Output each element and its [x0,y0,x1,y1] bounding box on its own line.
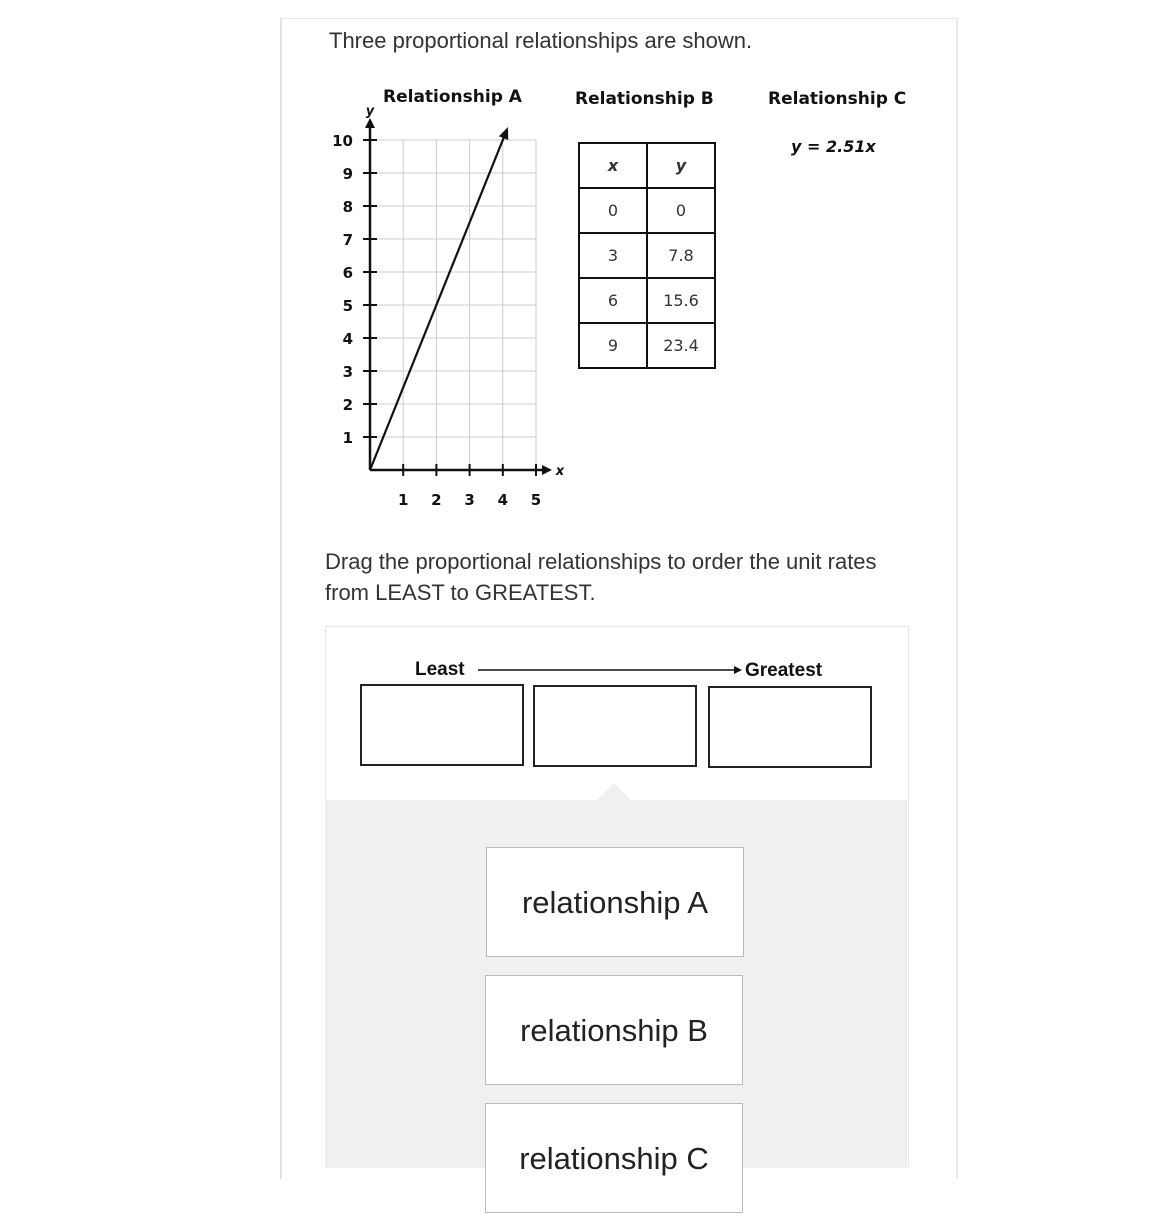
x-tick-label: 4 [497,491,509,509]
relationship-a-title: Relationship A [383,87,522,107]
arrow-right-icon [478,664,742,676]
y-axis-arrow [365,118,375,128]
header-x: x [579,143,647,188]
tile-relationship-b[interactable]: relationship B [485,975,743,1085]
x-tick-label: 5 [530,491,542,509]
y-tick-label: 4 [342,330,353,348]
table-header-row [579,143,715,188]
x-axis-label: x [555,464,565,479]
table-row [579,278,715,323]
y-tick-label: 7 [342,231,353,249]
cell: 3 [579,233,647,278]
relationship-a-graph [320,105,580,515]
y-tick-label: 5 [342,297,353,315]
greatest-label: Greatest [745,660,823,681]
x-axis-arrow [542,465,552,475]
y-tick-label: 1 [342,429,353,447]
cell: 23.4 [647,323,715,368]
line-arrowhead [499,127,508,140]
relationship-a-line [370,131,507,470]
table-row [579,233,715,278]
drop-slot-3[interactable] [708,686,872,768]
tile-relationship-a[interactable]: relationship A [486,847,744,957]
tray-notch [596,783,632,801]
cell: 0 [647,188,715,233]
relationship-b-title: Relationship B [575,89,714,109]
cell: 7.8 [647,233,715,278]
x-tick-label: 3 [464,491,475,509]
tile-relationship-c[interactable]: relationship C [485,1103,743,1213]
cell: 9 [579,323,647,368]
x-tick-label: 2 [431,491,442,509]
instruction-text: Drag the proportional relationships to order the unit rates from LEAST to GREATEST. [325,549,877,605]
relationship-b-table [578,142,716,369]
y-tick-label: 3 [342,363,353,381]
drop-slot-2[interactable] [533,685,697,767]
y-tick-label: 6 [342,264,353,282]
drop-slot-1[interactable] [360,684,524,766]
x-tick-label: 1 [397,491,409,509]
y-tick-label: 10 [332,132,353,150]
header-y: y [647,143,715,188]
relationship-c-title: Relationship C [768,89,907,109]
y-axis-label: y [365,105,375,119]
table-row [579,323,715,368]
cell: 0 [579,188,647,233]
relationship-c-equation: y = 2.51x [791,137,876,156]
table-row [579,188,715,233]
least-label: Least [415,659,465,680]
y-tick-label: 8 [342,198,353,216]
cell: 15.6 [647,278,715,323]
y-tick-label: 2 [342,396,353,414]
y-tick-label: 9 [342,165,353,183]
cell: 6 [579,278,647,323]
intro-text: Three proportional relationships are shown. [329,28,753,53]
